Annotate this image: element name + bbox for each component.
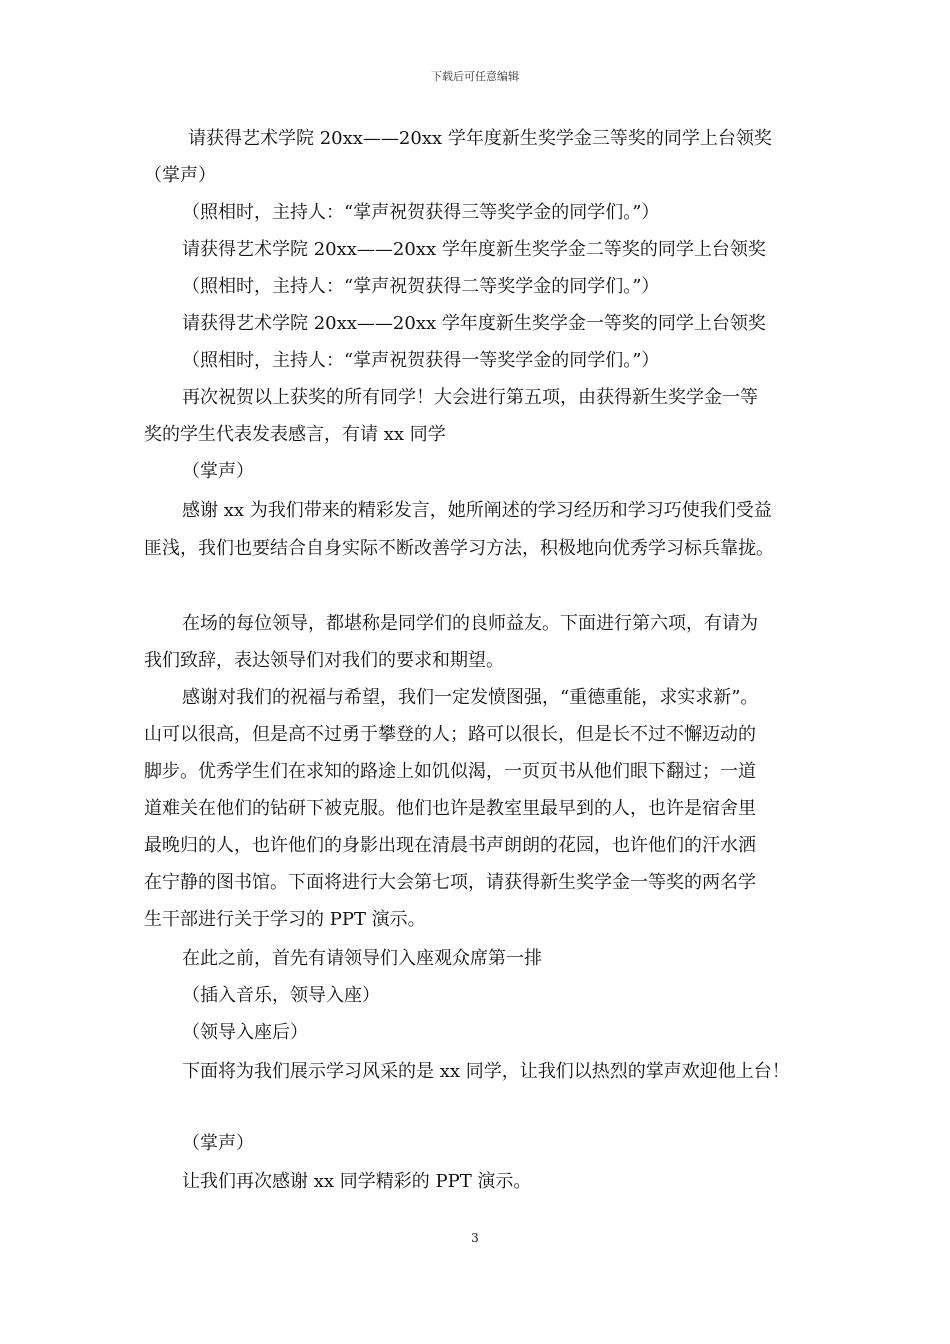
body-line: 在此之前，首先有请领导们入座观众席第一排 [182, 948, 542, 969]
body-line: 山可以很高，但是高不过勇于攀登的人；路可以很长，但是长不过不懈迈动的 [144, 724, 756, 745]
body-line: 生干部进行关于学习的 PPT 演示。 [144, 909, 426, 930]
body-line: 再次祝贺以上获奖的所有同学！大会进行第五项，由获得新生奖学金一等 [182, 387, 758, 408]
body-line: 下面将为我们展示学习风采的是 xx 同学，让我们以热烈的掌声欢迎他上台！ [182, 1061, 790, 1082]
body-line: （照相时，主持人：“掌声祝贺获得三等奖学金的同学们。”） [182, 202, 660, 223]
body-line: 请获得艺术学院 20xx——20xx 学年度新生奖学金三等奖的同学上台领奖 [188, 128, 772, 149]
body-line: 奖的学生代表发表感言，有请 xx 同学 [144, 424, 446, 445]
body-line: 脚步。优秀学生们在求知的路途上如饥似渴，一页页书从他们眼下翻过；一道 [144, 761, 756, 782]
body-line: （领导入座后） [182, 1022, 308, 1043]
body-line: 在宁静的图书馆。下面将进行大会第七项，请获得新生奖学金一等奖的两名学 [144, 872, 756, 893]
body-line: 感谢 xx 为我们带来的精彩发言，她所阐述的学习经历和学习巧使我们受益 [182, 500, 772, 521]
body-line: 让我们再次感谢 xx 同学精彩的 PPT 演示。 [182, 1171, 532, 1192]
body-line: 最晚归的人，也许他们的身影出现在清晨书声朗朗的花园，也许他们的汗水洒 [144, 835, 756, 856]
body-line: （掌声） [182, 1133, 254, 1154]
body-line: 我们致辞，表达领导们对我们的要求和期望。 [144, 650, 504, 671]
body-line: （掌声） [144, 165, 216, 186]
body-line: （照相时，主持人：“掌声祝贺获得二等奖学金的同学们。”） [182, 276, 660, 297]
body-line: 请获得艺术学院 20xx——20xx 学年度新生奖学金二等奖的同学上台领奖 [182, 239, 766, 260]
body-line: 匪浅，我们也要结合自身实际不断改善学习方法，积极地向优秀学习标兵靠拢。 [144, 538, 774, 559]
page-number: 3 [471, 1231, 479, 1245]
body-line: 请获得艺术学院 20xx——20xx 学年度新生奖学金一等奖的同学上台领奖 [182, 313, 766, 334]
page-header: 下载后可任意编辑 [431, 70, 519, 83]
body-line: （照相时，主持人：“掌声祝贺获得一等奖学金的同学们。”） [182, 350, 660, 371]
body-line: （插入音乐，领导入座） [182, 985, 380, 1006]
body-line: 在场的每位领导，都堪称是同学们的良师益友。下面进行第六项，有请为 [182, 613, 758, 634]
body-line: 感谢对我们的祝福与希望，我们一定发愤图强，“重德重能，求实求新”。 [182, 687, 759, 708]
body-line: （掌声） [182, 461, 254, 482]
body-line: 道难关在他们的钻研下被克服。他们也许是教室里最早到的人，也许是宿舍里 [144, 798, 756, 819]
